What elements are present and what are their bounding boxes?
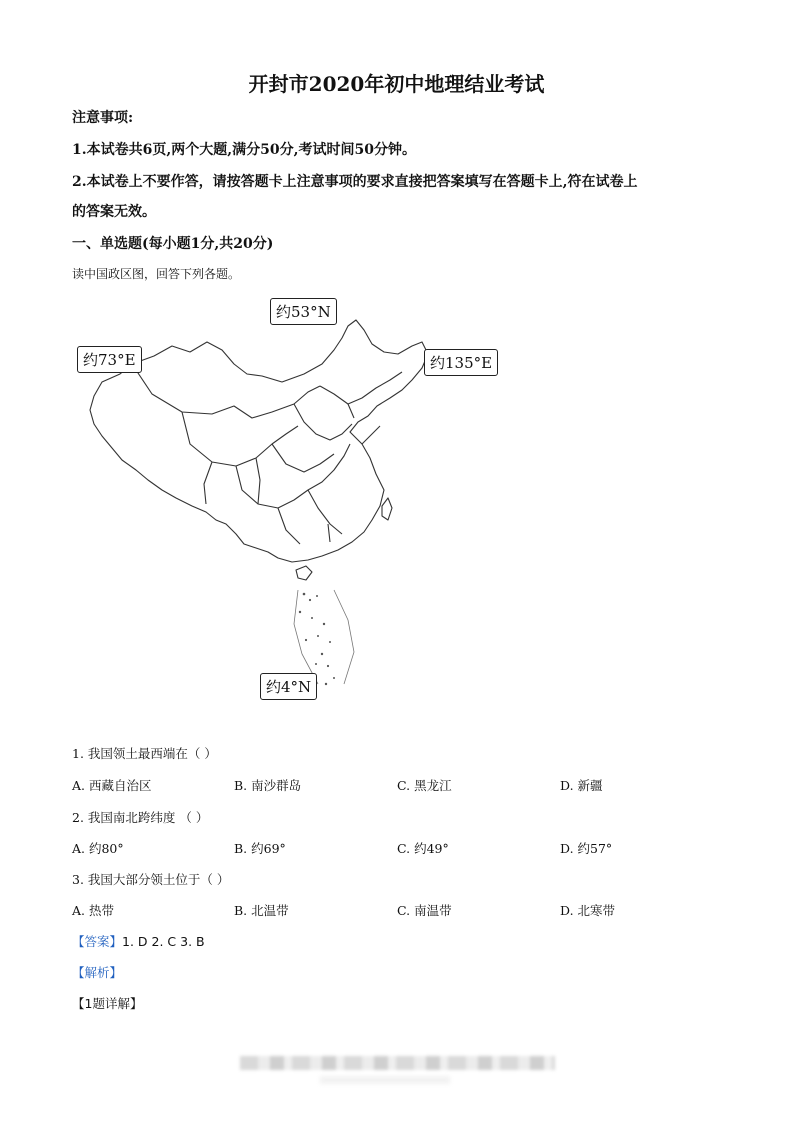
question-2-option-a: A. 约80°	[72, 841, 124, 856]
question-3-option-c: C. 南温带	[397, 903, 452, 918]
question-2-option-b: B. 约69°	[234, 841, 286, 856]
question-1-option-a: A. 西藏自治区	[72, 778, 152, 793]
notes-line-2-cont: 的答案无效。	[72, 204, 156, 220]
map-label-south: 约4°N	[260, 673, 317, 700]
map-label-east: 约135°E	[424, 349, 498, 376]
question-1-option-d: D. 新疆	[560, 778, 603, 793]
question-3-option-d: D. 北寒带	[560, 903, 616, 918]
section-heading: 一、单选题(每小题1分,共20分)	[72, 236, 274, 252]
question-3-option-b: B. 北温带	[234, 903, 289, 918]
question-2-option-d: D. 约57°	[560, 841, 613, 856]
page-title: 开封市2020年初中地理结业考试	[248, 72, 545, 96]
question-2-option-c: C. 约49°	[397, 841, 449, 856]
question-intro: 读中国政区图，回答下列各题。	[72, 267, 241, 281]
question-1-option-c: C. 黑龙江	[397, 778, 452, 793]
china-political-map	[72, 294, 512, 704]
answer-label: 【答案】	[72, 934, 123, 949]
map-label-north: 约53°N	[270, 298, 337, 325]
answer-line	[72, 932, 205, 950]
detail-label: 【1题详解】	[72, 996, 143, 1011]
question-1-option-b: B. 南沙群岛	[234, 778, 302, 793]
blurred-footer-sub	[320, 1076, 450, 1084]
analysis-label: 【解析】	[72, 965, 123, 980]
answer-items: 1. D 2. C 3. B	[122, 934, 205, 949]
question-1-stem: 1. 我国领土最西端在（ ）	[72, 746, 217, 761]
notes-line-1: 1.本试卷共6页,两个大题,满分50分,考试时间50分钟。	[72, 142, 416, 158]
question-3-stem: 3. 我国大部分领土位于（ ）	[72, 872, 230, 887]
question-2-stem: 2. 我国南北跨纬度 （ ）	[72, 810, 209, 825]
notes-heading: 注意事项:	[72, 110, 134, 126]
notes-line-2: 2.本试卷上不要作答，请按答题卡上注意事项的要求直接把答案填写在答题卡上,符在试卷上	[72, 174, 638, 190]
map-label-west: 约73°E	[77, 346, 142, 373]
question-3-option-a: A. 热带	[72, 903, 114, 918]
blurred-footer	[240, 1056, 555, 1070]
